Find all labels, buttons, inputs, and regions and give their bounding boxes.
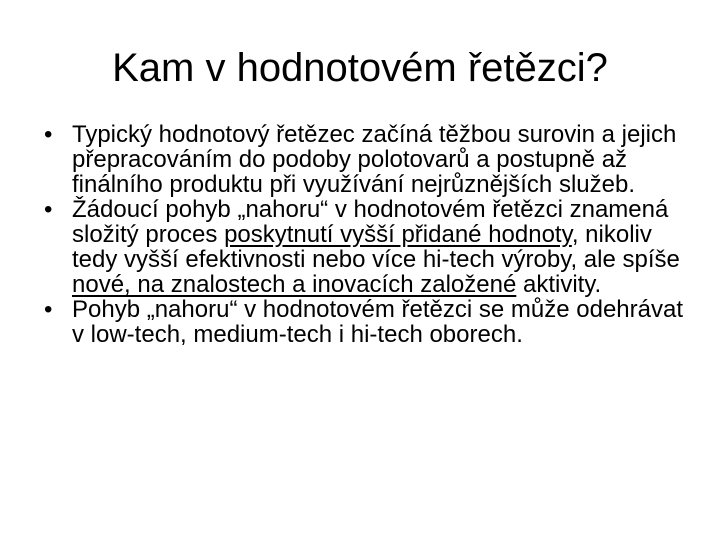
underlined-phrase: poskytnutí vyšší přidané hodnoty [224, 221, 572, 248]
bullet-text-part: Žádoucí pohyb „nahoru“ v hodnotovém řetězci znamená složitý proces [72, 196, 669, 248]
bullet-icon: • [44, 121, 53, 148]
slide-title: Kam v hodnotovém řetězci? [112, 46, 608, 90]
bullet-item-1 [44, 122, 684, 197]
bullet-list [44, 122, 684, 347]
bullet-text: Pohyb „nahoru“ v hodnotovém řetězci se může odehrávat v low-tech, medium-tech i hi-tech oborech. [72, 296, 684, 348]
bullet-icon: • [44, 196, 53, 223]
bullet-text: Typický hodnotový řetězec začíná těžbou surovin a jejich přepracováním do podoby polotovarů a postupně až finálního produktu při využívání nejrůznějších služeb. [72, 121, 677, 198]
bullet-text-part: aktivity. [516, 271, 602, 298]
bullet-text-part: , nikoliv tedy vyšší efektivnosti nebo více hi-tech výroby, ale spíše [72, 221, 680, 273]
bullet-item-2 [44, 197, 684, 297]
bullet-icon: • [44, 296, 53, 323]
underlined-phrase: nové, na znalostech a inovacích založené [72, 271, 517, 298]
bullet-item-3 [44, 297, 684, 347]
